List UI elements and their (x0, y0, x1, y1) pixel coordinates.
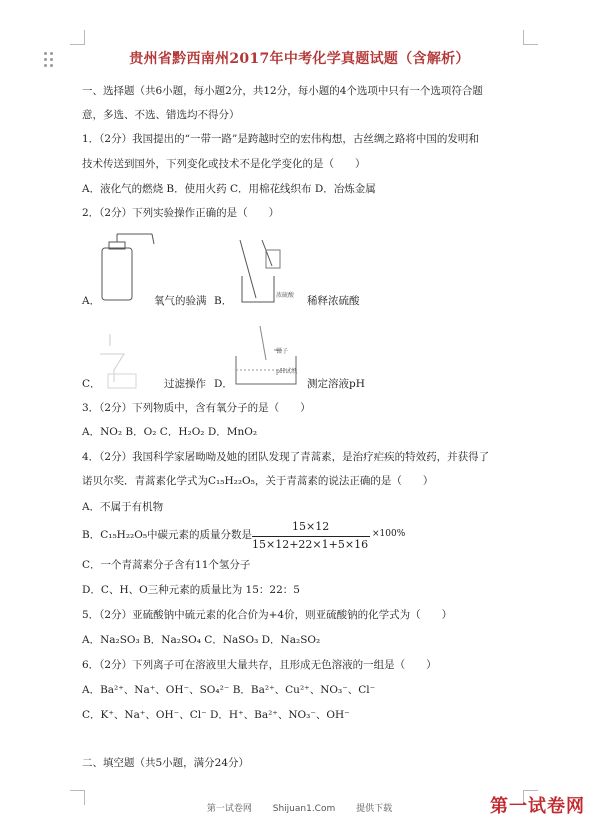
q2-d-figure-label-paper: pH试纸 (276, 368, 298, 375)
q4-option-a: A．不属于有机物 (82, 501, 164, 513)
q4-option-b-prefix: B．C₁₅H₂₂O₅中碳元素的质量分数是 (82, 529, 253, 541)
q2-option-c-label: C． (82, 378, 101, 390)
footer-site: 第一试卷网 (206, 804, 252, 814)
q6-options-cd: C．K⁺、Na⁺、OH⁻、Cl⁻ D．H⁺、Ba²⁺、NO₃⁻、OH⁻ (82, 709, 350, 721)
q2-option-c-text: 过滤操作 (164, 378, 206, 390)
section1-heading-line2: 意，多选、不选、错选均不得分） (82, 109, 240, 121)
brand-watermark: 第一试卷网 (490, 796, 585, 817)
q6-stem: 6．（2分）下列离子可在溶液里大量共存，且形成无色溶液的一组是（ ） (82, 659, 437, 671)
q2-stem: 2．（2分）下列实验操作正确的是（ ） (82, 207, 280, 219)
q3-options: A．NO₂ B．O₂ C．H₂O₂ D．MnO₂ (82, 426, 258, 438)
q2-option-b-label: B． (214, 295, 233, 307)
q2-option-b-text: 稀释浓硫酸 (307, 295, 360, 307)
q3-stem: 3．（2分）下列物质中，含有氧分子的是（ ） (82, 402, 311, 414)
q6-options-ab: A．Ba²⁺、Na⁺、OH⁻、SO₄²⁻ B．Ba²⁺、Cu²⁺、NO₃⁻、Cl⁻ (82, 684, 376, 696)
fraction-numerator: 15×12 (292, 520, 330, 533)
filter-figure (96, 334, 156, 390)
footer-domain: Shijuan1.Com (272, 804, 336, 814)
page-title: 贵州省黔西南州2017年中考化学真题试题（含解析） (129, 51, 470, 67)
gas-bottle-figure (96, 232, 156, 304)
q2-d-figure-label-tweezers: 镊子 (276, 348, 289, 355)
q4-stem-line1: 4．（2分）我国科学家屠呦呦及她的团队发现了青蒿素，是治疗疟疾的特效药，并获得了 (82, 451, 490, 463)
ph-test-figure (230, 326, 310, 388)
q4-stem-line2: 诺贝尔奖．青蒿素化学式为C₁₅H₂₂O₅，关于青蒿素的说法正确的是（ ） (82, 475, 434, 487)
q4-option-d: D．C、H、O三种元素的质量比为 15：22：5 (82, 584, 300, 596)
q1-stem-line2: 技术传送到国外，下列变化或技术不是化学变化的是（ ） (82, 158, 366, 170)
fraction-bar (252, 536, 370, 537)
q1-stem-line1: 1．（2分）我国提出的“一带一路”是跨越时空的宏伟构想，古丝绸之路将中国的发明和 (82, 133, 479, 145)
q2-b-figure-label: 浓硫酸 (276, 292, 295, 299)
q1-options: A．液化气的燃烧 B．使用火药 C．用棉花线织布 D．冶炼金属 (82, 183, 376, 195)
q4-fraction-suffix: ×100% (372, 529, 406, 539)
section1-heading-line1: 一、选择题（共6小题，每小题2分，共12分，每小题的4个选项中只有一个选项符合题 (82, 85, 483, 97)
fraction-denominator: 15×12+22×1+5×16 (252, 538, 369, 551)
q2-option-a-label: A． (82, 295, 101, 307)
q2-option-d-text: 测定溶液pH (307, 378, 365, 390)
crop-mark-top-right (523, 30, 538, 45)
q5-options: A．Na₂SO₃ B．Na₂SO₄ C．NaSO₃ D．Na₂SO₂ (82, 634, 321, 646)
q2-option-a-text: 氧气的验满 (154, 295, 207, 307)
section2-heading: 二、填空题（共5小题，满分24分） (82, 757, 250, 769)
q4-option-c: C．一个青蒿素分子含有11个氢分子 (82, 559, 251, 571)
q2-option-d-label: D． (214, 378, 233, 390)
crop-mark-top-left (70, 30, 85, 45)
footer-download: 提供下载 (356, 804, 393, 814)
q5-stem: 5．（2分）亚硫酸钠中硫元素的化合价为+4价，则亚硫酸钠的化学式为（ ） (82, 609, 453, 621)
